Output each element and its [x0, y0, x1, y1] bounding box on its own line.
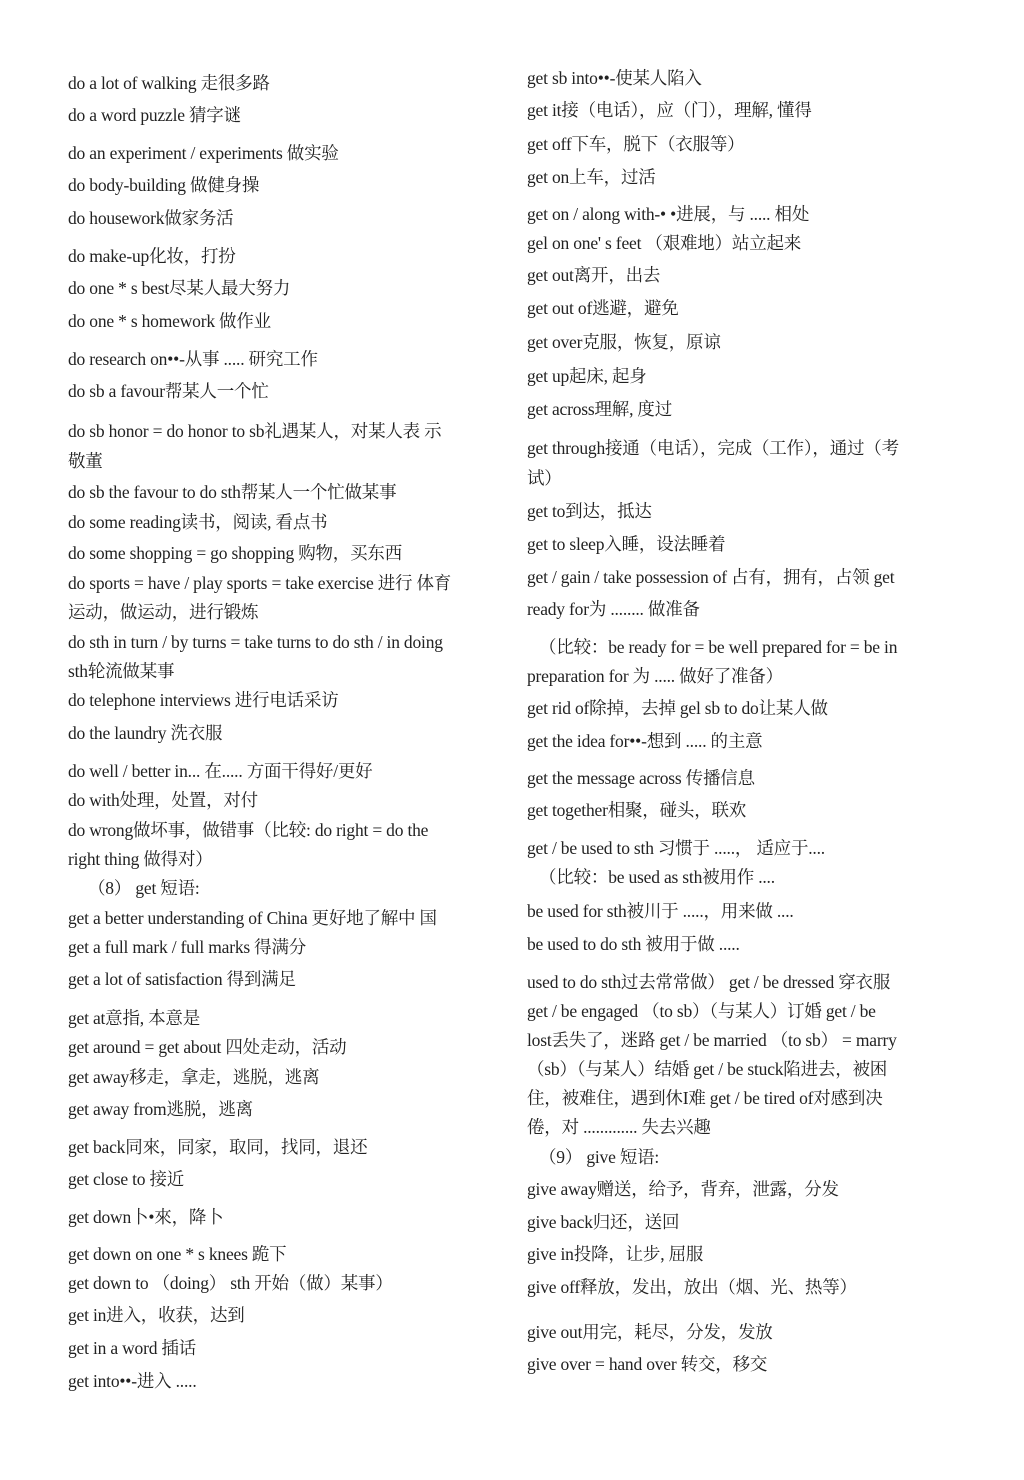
text-line: do sb the favour to do sth帮某人一个忙做某事 [68, 482, 397, 502]
text-line: 倦，对 ............. 失去兴趣 [527, 1117, 711, 1137]
text-line: be used to do sth 被用于做 ..... [527, 934, 740, 954]
text-line: get out离开，出去 [527, 265, 661, 285]
text-line: get around = get about 四处走动，活动 [68, 1037, 347, 1057]
text-line: do research on••-从事 ..... 研究工作 [68, 349, 318, 369]
text-line: get down on one * s knees 跪下 [68, 1244, 287, 1264]
text-line: （比较：be ready for = be well prepared for = be in [539, 637, 898, 657]
text-line: get over克服，恢复，原谅 [527, 332, 721, 352]
text-line: 运动，做运动，进行锻炼 [68, 602, 259, 622]
text-line: do with处理，处置，对付 [68, 790, 258, 810]
text-line: get out of逃避，避免 [527, 298, 679, 318]
text-line: lost丢失了，迷路 get / be married （to sb） = marry [527, 1030, 897, 1050]
text-line: get to到达，抵达 [527, 501, 652, 521]
text-line: do some shopping = go shopping 购物，买东西 [68, 543, 403, 563]
text-line: ready for为 ........ 做准备 [527, 599, 700, 619]
text-line: sth轮流做某事 [68, 661, 175, 681]
text-line: get a better understanding of China 更好地了解中 国 [68, 908, 437, 928]
text-line: do one * s homework 做作业 [68, 311, 271, 331]
text-line: do some reading读书，阅读, 看点书 [68, 512, 328, 532]
text-line: get through接通（电话），完成（工作），通过（考 [527, 438, 899, 458]
text-line: do one * s best尽某人最大努力 [68, 278, 291, 298]
text-line: 试） [527, 468, 562, 488]
text-line: do an experiment / experiments 做实验 [68, 143, 339, 163]
text-line: （9） give 短语: [539, 1147, 660, 1167]
text-line: get it接（电话），应（门），理解, 懂得 [527, 100, 812, 120]
text-line: get / gain / take possession of 占有，拥有，占领 get [527, 567, 895, 587]
text-line: get down卜•來，降卜 [68, 1207, 224, 1227]
text-line: do a lot of walking 走很多路 [68, 73, 270, 93]
text-line: get the message across 传播信息 [527, 768, 755, 788]
text-line: give over = hand over 转交，移交 [527, 1354, 768, 1374]
text-line: get a full mark / full marks 得满分 [68, 937, 307, 957]
text-line: do sb honor = do honor to sb礼遇某人，对某人表 示 [68, 421, 442, 441]
text-line: do body-building 做健身操 [68, 175, 260, 195]
text-line: get together相聚，碰头，联欢 [527, 800, 747, 820]
text-line: （8） get 短语: [88, 878, 200, 898]
text-line: do well / better in... 在..... 方面干得好/更好 [68, 761, 373, 781]
text-line: 敬董 [68, 451, 103, 471]
text-line: get / be engaged （to sb）（与某人）订婚 get / be [527, 1001, 876, 1021]
text-line: get in a word 插话 [68, 1338, 197, 1358]
text-line: get / be used to sth 习惯于 .....， 适应于.... [527, 838, 825, 858]
text-line: do the laundry 洗衣服 [68, 723, 223, 743]
text-line: get to sleep入睡，设法睡着 [527, 534, 726, 554]
text-line: get off下车，脱下（衣服等） [527, 134, 745, 154]
text-line: get sb into••-使某人陷入 [527, 68, 702, 88]
text-line: do sth in turn / by turns = take turns to do sth / in doing [68, 632, 443, 652]
text-line: get on上车，过活 [527, 167, 656, 187]
text-line: give back归还，送回 [527, 1212, 680, 1232]
text-line: get across理解, 度过 [527, 399, 673, 419]
text-line: get at意指, 本意是 [68, 1008, 201, 1028]
text-line: get away from逃脱，逃离 [68, 1099, 253, 1119]
text-line: used to do sth过去常常做） get / be dressed 穿衣服 [527, 972, 891, 992]
text-line: right thing 做得对） [68, 849, 213, 869]
text-line: get the idea for••-想到 ..... 的主意 [527, 731, 763, 751]
text-line: give off释放，发出，放出（烟、光、热等） [527, 1277, 857, 1297]
text-line: do wrong做坏事，做错事（比较: do right = do the [68, 820, 429, 840]
text-line: be used for sth被川于 .....，用来做 .... [527, 901, 794, 921]
text-line: get in进入，收获，达到 [68, 1305, 245, 1325]
text-line: get away移走，拿走，逃脱，逃离 [68, 1067, 320, 1087]
text-line: get up起床, 起身 [527, 366, 647, 386]
text-line: give in投降，让步, 屈服 [527, 1244, 704, 1264]
text-line: get close to 接近 [68, 1169, 185, 1189]
text-line: （比较：be used as sth被用作 .... [539, 867, 775, 887]
text-line: 住，被难住，遇到休I难 get / be tired of对感到决 [527, 1088, 883, 1108]
text-line: get down to （doing） sth 开始（做）某事） [68, 1273, 393, 1293]
text-line: do sb a favour帮某人一个忙 [68, 381, 269, 401]
text-line: do make-up化妆，打扮 [68, 246, 236, 266]
text-line: do housework做家务活 [68, 208, 234, 228]
text-line: do a word puzzle 猜字谜 [68, 105, 241, 125]
text-line: give out用完，耗尽，分发，发放 [527, 1322, 773, 1342]
text-line: give away赠送，给予，背弃，泄露，分发 [527, 1179, 839, 1199]
text-line: gel on one' s feet （艰难地）站立起来 [527, 233, 802, 253]
text-line: do sports = have / play sports = take exercise 进行 体育 [68, 573, 452, 593]
text-line: get a lot of satisfaction 得到满足 [68, 969, 296, 989]
text-line: do telephone interviews 进行电话采访 [68, 690, 339, 710]
text-line: get back同來，同家，取同，找同，退还 [68, 1137, 368, 1157]
text-line: （sb）（与某人）结婚 get / be stuck陷进去，被困 [527, 1059, 888, 1079]
text-line: preparation for 为 ..... 做好了准备） [527, 666, 783, 686]
text-line: get on / along with-• •进展，与 ..... 相处 [527, 204, 810, 224]
text-line: get into••-进入 ..... [68, 1371, 197, 1391]
text-line: get rid of除掉，去掉 gel sb to do让某人做 [527, 698, 828, 718]
